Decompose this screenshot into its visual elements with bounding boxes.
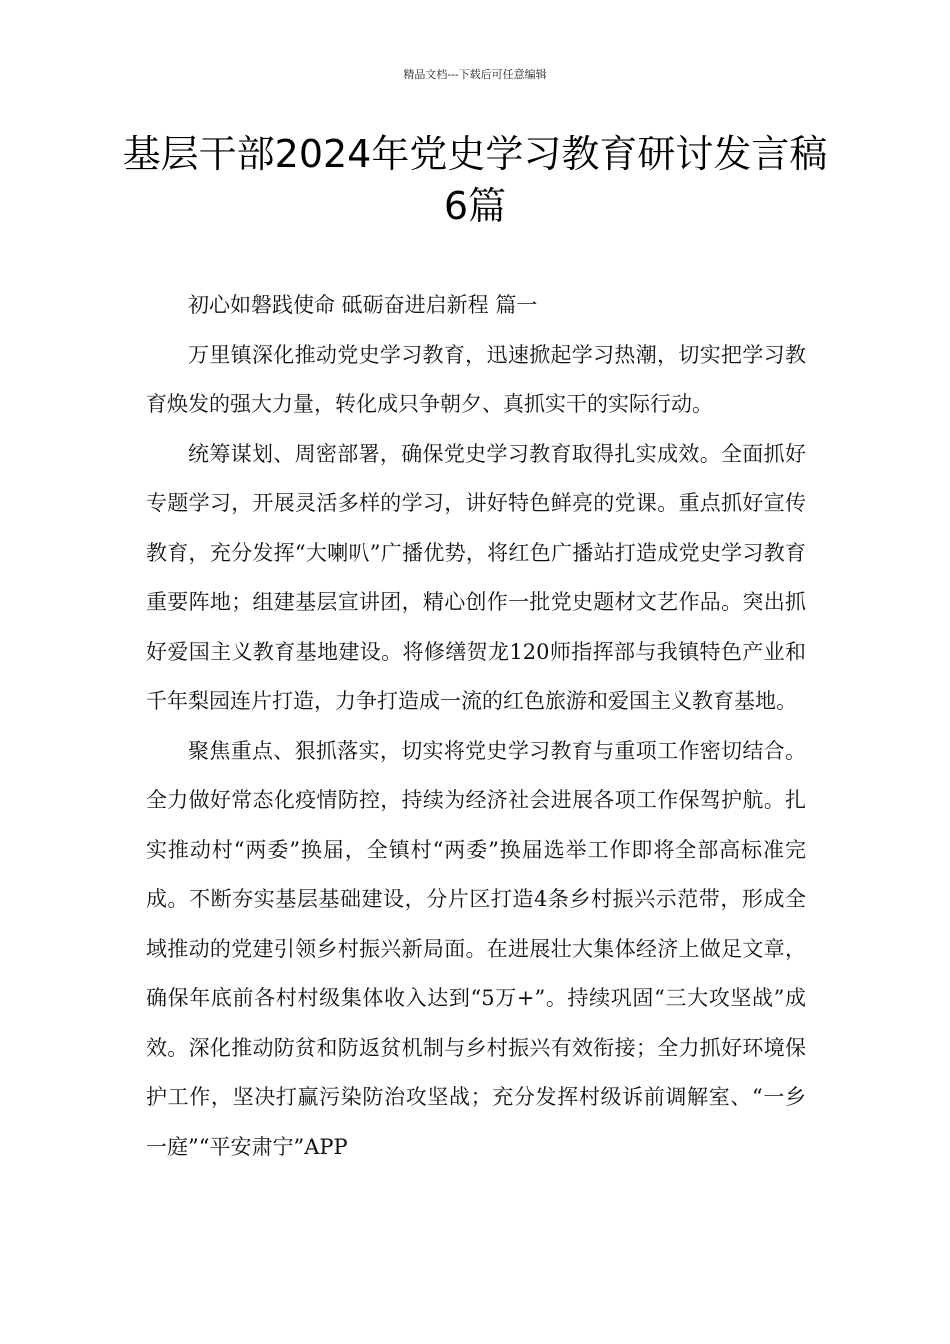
document-title: 基层干部2024年党史学习教育研讨发言稿6篇 (122, 132, 828, 228)
body-paragraph: 聚焦重点、狠抓落实，切实将党史学习教育与重项工作密切结合。全力做好常态化疫情防控，持续为经济社会进展各项工作保驾护航。扎实推动村“两委”换届，全镇村“两委”换届选举工作即将全部高标准完成。不断夯实基层基础建设，分片区打造4条乡村振兴示范带，形成全域推动的党建引领乡村振兴新局面。在进展壮大集体经济上做足文章，确保年底前各村村级集体收入达到“5万+”。持续巩固“三大攻坚战”成效。深化推动防贫和防返贫机制与乡村振兴有效衔接；全力抓好环境保护工作，坚决打赢污染防治攻坚战；充分发挥村级诉前调解室、“一乡一庭”“平安肃宁”APP (146, 738, 806, 1159)
body-paragraph: 万里镇深化推动党史学习教育，迅速掀起学习热潮，切实把学习教育焕发的强大力量，转化成只争朝夕、真抓实干的实际行动。 (146, 342, 806, 416)
header-note: 精品文档---下载后可任意编辑 (403, 68, 547, 81)
section-heading: 初心如磐践使命 砥砺奋进启新程 篇一 (188, 293, 538, 317)
body-paragraph: 统筹谋划、周密部署，确保党史学习教育取得扎实成效。全面抓好专题学习，开展灵活多样的学习，讲好特色鲜亮的党课。重点抓好宣传教育，充分发挥“大喇叭”广播优势，将红色广播站打造成党史学习教育重要阵地；组建基层宣讲团，精心创作一批党史题材文艺作品。突出抓好爱国主义教育基地建设。将修缮贺龙120师指挥部与我镇特色产业和千年梨园连片打造，力争打造成一流的红色旅游和爱国主义教育基地。 (146, 441, 806, 713)
document-body (146, 281, 806, 1172)
